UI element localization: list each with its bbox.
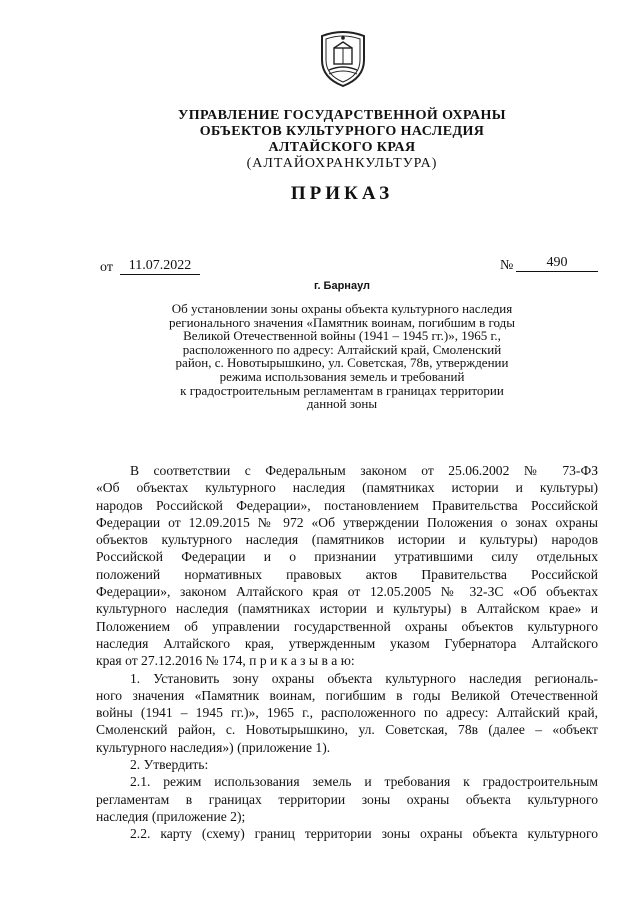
org-line: УПРАВЛЕНИЕ ГОСУДАРСТВЕННОЙ ОХРАНЫ <box>178 108 506 123</box>
body-line: войны (1941 – 1945 гг.)», 1965 г., расположенного по адресу: Алтайский край, <box>96 705 598 721</box>
order-date: 11.07.2022 <box>120 258 200 275</box>
subject-line: Великой Отечественной войны (1941 – 1945 гг.)», 1965 г., <box>183 328 501 344</box>
subject-line: режима использования земель и требований <box>219 368 465 384</box>
subject-line: район, с. Новотырышкино, ул. Советская, 78в, утверждении <box>175 355 509 371</box>
body-line: народов Российской Федерации», постановлением Правительства Российской <box>96 497 598 513</box>
body-line: 1. Установить зону охраны объекта культурного наследия региональ- <box>130 670 598 686</box>
org-line: АЛТАЙСКОГО КРАЯ <box>268 140 416 155</box>
number-label: № <box>500 258 514 273</box>
body-line: «Об объектах культурного наследия (памятниках истории и культуры) <box>96 480 598 496</box>
subject-line: Об установлении зоны охраны объекта культурного наследия <box>171 301 513 316</box>
body-line: наследия (приложение 2); <box>96 808 246 824</box>
subject-line: данной зоны <box>306 396 378 412</box>
order-subject <box>100 302 584 411</box>
body-line: Смоленский район, с. Новотырышкино, ул. Советская, 78в (далее – «объект <box>96 722 598 738</box>
order-number: 490 <box>516 255 598 272</box>
body-line: 2.1. режим использования земель и требования к градостроительным <box>130 774 598 790</box>
date-label: от <box>100 260 113 275</box>
city: г. Барнаул <box>313 280 371 292</box>
body-line: ного значения «Памятник воинам, погибшим в годы Великой Отечественной <box>96 687 598 703</box>
body-line: Федерации от 12.09.2015 № 972 «Об утверждении Положения о зонах охраны <box>96 514 598 530</box>
body-line: Федерации», законом Алтайского края от 12.05.2005 № 32-ЗС «Об объектах <box>96 584 598 600</box>
coat-of-arms-icon <box>318 30 368 88</box>
body-line: Российской Федерации и о признании утратившими силу отдельных <box>96 549 598 565</box>
body-line: объектов культурного наследия (памятников истории и культуры) народов <box>96 532 598 548</box>
body-line: положений нормативных правовых актов Правительства Российской <box>96 566 598 582</box>
org-line: ОБЪЕКТОВ КУЛЬТУРНОГО НАСЛЕДИЯ <box>199 124 485 139</box>
body-line: наследия Алтайского края, утвержденным указом Губернатора Алтайского <box>96 635 598 651</box>
document-title: ПРИКАЗ <box>290 183 394 204</box>
order-body <box>96 462 598 843</box>
org-abbreviation: (АЛТАЙОХРАНКУЛЬТУРА) <box>246 156 438 171</box>
body-line: 2.2. карту (схему) границ территории зоны охраны объекта культурного <box>130 826 598 842</box>
body-line: культурного наследия (памятниках истории и культуры) в Алтайском крае» и <box>96 601 598 617</box>
body-line: 2. Утвердить: <box>130 757 209 773</box>
subject-line: регионального значения «Памятник воинам, погибшим в годы <box>169 314 515 330</box>
body-line: В соответствии с Федеральным законом от 25.06.2002 № 73-ФЗ <box>130 463 598 478</box>
body-line: культурного наследия») (приложение 1). <box>96 739 331 755</box>
body-line: Положением об управлении государственной охраны объектов культурного <box>96 618 598 634</box>
subject-line: расположенного по адресу: Алтайский край, Смоленский <box>182 341 502 357</box>
subject-line: к градостроительным регламентам в границах территории <box>180 382 504 398</box>
body-line: края от 27.12.2016 № 174, п р и к а з ы в а ю: <box>96 653 355 669</box>
body-line: регламентам в границах территории зоны охраны объекта культурного <box>96 791 598 807</box>
